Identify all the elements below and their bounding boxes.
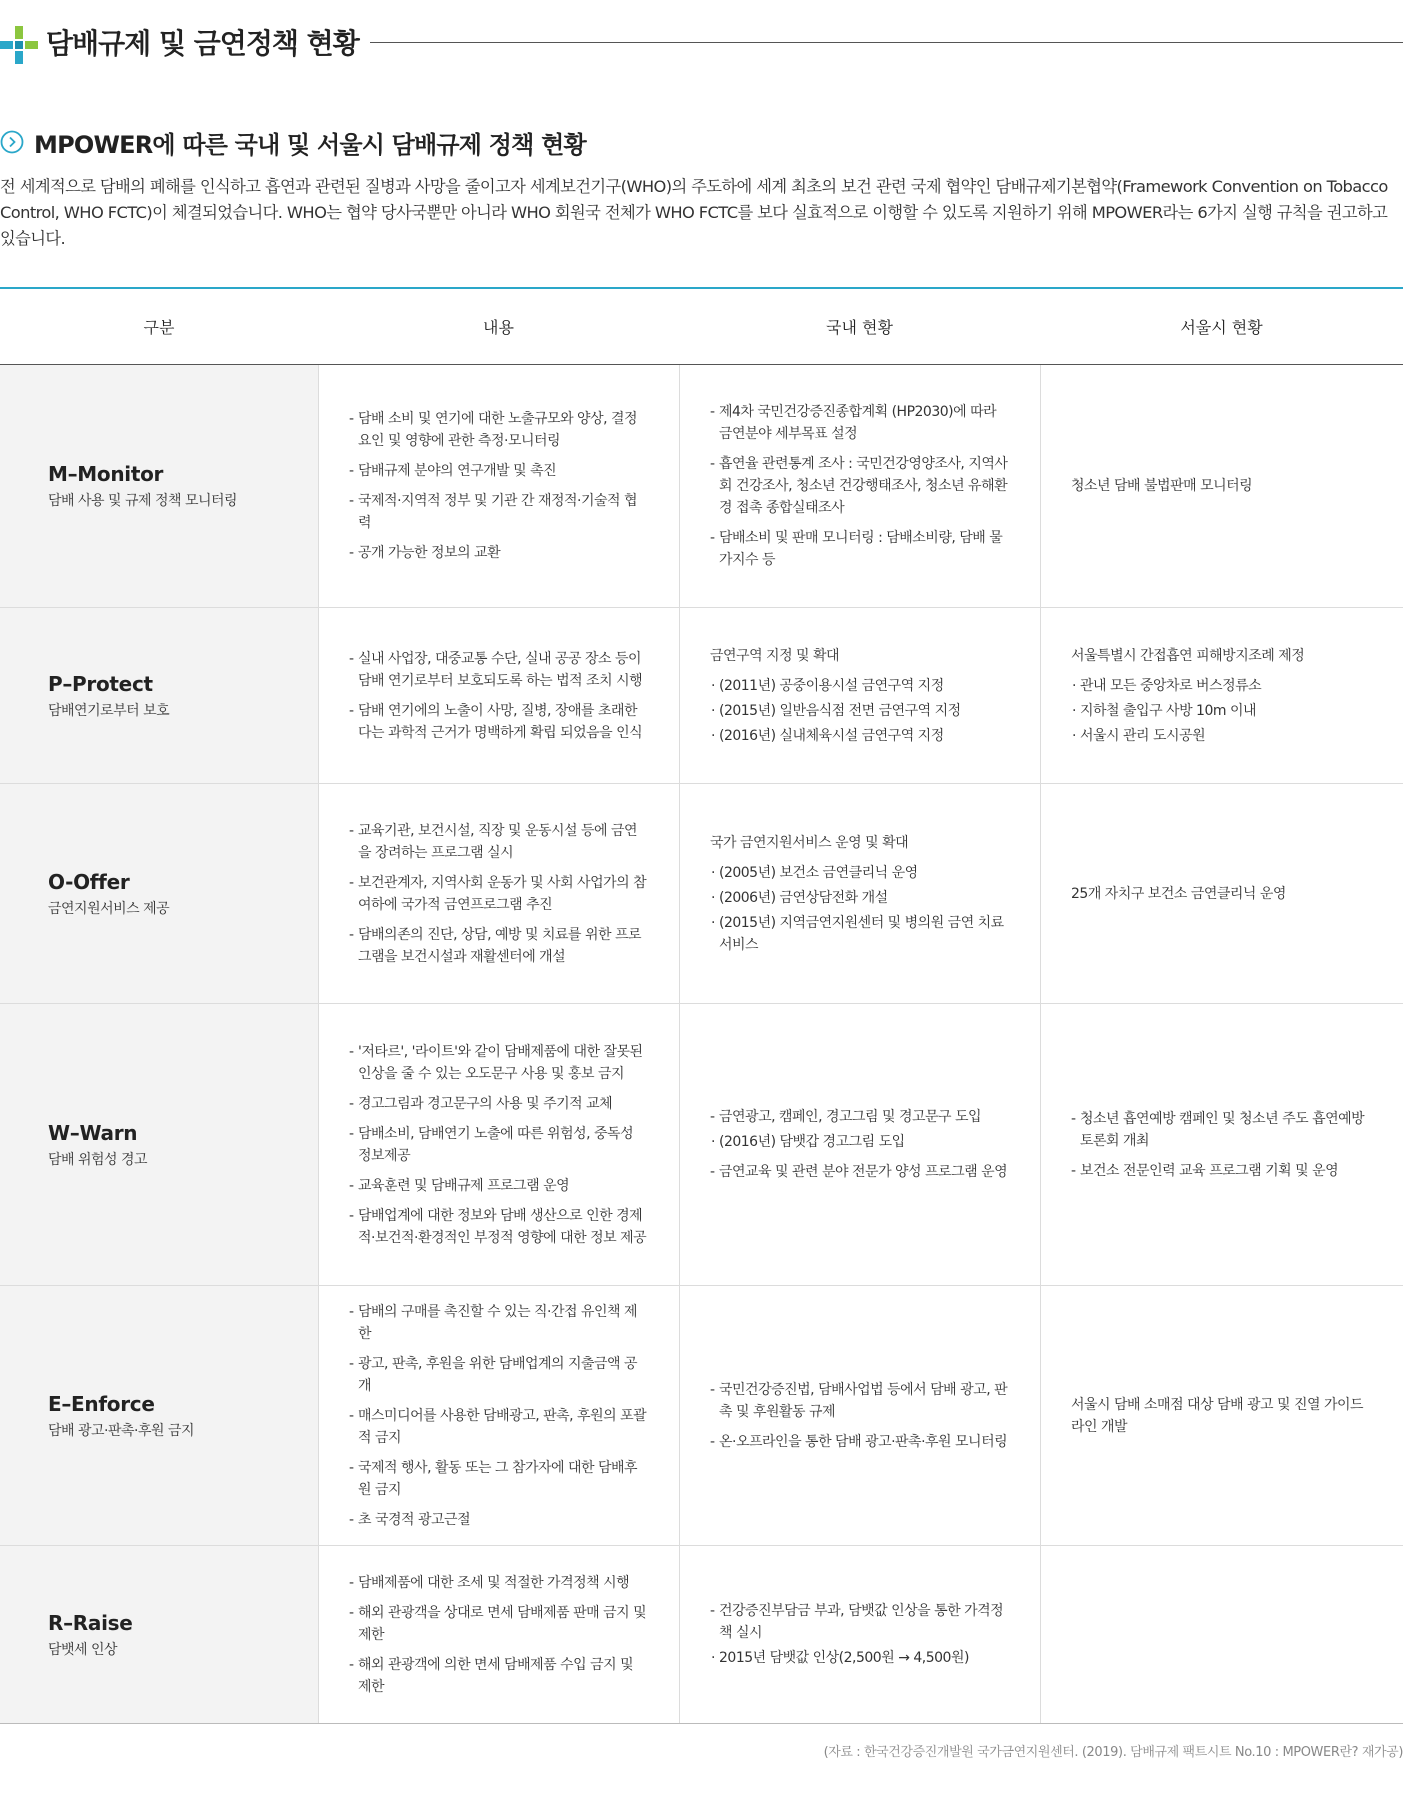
content-cell <box>318 1286 679 1545</box>
mpower-table <box>0 287 1403 1724</box>
content-cell <box>318 784 679 1003</box>
content-cell <box>318 608 679 783</box>
section-title: MPOWER에 따른 국내 및 서울시 담배규제 정책 현황 <box>34 131 586 159</box>
list-item: - 담배제품에 대한 조세 및 적절한 가격정책 시행 <box>349 1572 649 1594</box>
row-title: E–Enforce <box>48 1391 155 1416</box>
intro-paragraph: 전 세계적으로 담배의 폐해를 인식하고 흡연과 관련된 질병과 사망을 줄이고자 세계보건기구(WHO)의 주도하에 세계 최초의 보건 관련 국제 협약인 담배규제기본협약(Framework Convention on Tobacco Control, WHO FCTC)이 체결되었습니다. WHO는 협약 당사국뿐만 아니라 WHO 회원국 전체가 WHO FCTC를 보다 실효적으로 이행할 수 있도록 지원하기 위해 MPOWER라는 6가지 실행 규칙을 권고하고 있습니다. <box>0 177 1388 248</box>
list-item: - 담배 연기에의 노출이 사망, 질병, 장애를 초래한다는 과학적 근거가 명백하게 확립 되었음을 인식 <box>349 700 649 744</box>
list-item: - 교육훈련 및 담배규제 프로그램 운영 <box>349 1175 649 1197</box>
table-row-protect <box>0 608 1403 784</box>
list-item: - 담배의존의 진단, 상담, 예방 및 치료를 위한 프로그램을 보건시설과 재활센터에 개설 <box>349 924 649 968</box>
seoul-cell <box>1040 784 1403 1003</box>
list-item: - 국민건강증진법, 담배사업법 등에서 담배 광고, 판촉 및 후원활동 규제 <box>710 1379 1010 1423</box>
list-item: - 국제적 행사, 활동 또는 그 참가자에 대한 담배후원 금지 <box>349 1457 649 1501</box>
list-item: · (2015년) 일반음식점 전면 금연구역 지정 <box>710 700 1010 722</box>
list-item: - 금연광고, 캠페인, 경고그림 및 경고문구 도입 <box>710 1106 1010 1128</box>
domestic-cell <box>679 1286 1040 1545</box>
content-cell <box>318 365 679 607</box>
header-content: 내용 <box>483 318 514 337</box>
list-item: - 담배 소비 및 연기에 대한 노출규모와 양상, 결정요인 및 영향에 관한 측정·모니터링 <box>349 408 649 452</box>
header-category: 구분 <box>143 318 175 337</box>
list-item: · (2016년) 담뱃갑 경고그림 도입 <box>710 1131 1010 1153</box>
list-item: - 해외 관광객을 상대로 면세 담배제품 판매 금지 및 제한 <box>349 1602 649 1646</box>
list-item: - 실내 사업장, 대중교통 수단, 실내 공공 장소 등이 담배 연기로부터 보호되도록 하는 법적 조치 시행 <box>349 648 649 692</box>
list-heading: 금연구역 지정 및 확대 <box>710 647 840 664</box>
list-item: - 흡연율 관련통계 조사 : 국민건강영양조사, 지역사회 건강조사, 청소년 건강행태조사, 청소년 유해환경 접촉 종합실태조사 <box>710 453 1010 519</box>
domestic-cell <box>679 784 1040 1003</box>
list-item: - 보건소 전문인력 교육 프로그램 기획 및 운영 <box>1071 1160 1373 1182</box>
title-divider <box>370 42 1403 43</box>
list-item: - 담배소비 및 판매 모니터링 : 담배소비량, 담배 물가지수 등 <box>710 527 1010 571</box>
seoul-cell <box>1040 1004 1403 1285</box>
chevron-right-circle-icon <box>0 130 24 154</box>
list-item: - 제4차 국민건강증진종합계획 (HP2030)에 따라 금연분야 세부목표 설정 <box>710 401 1010 445</box>
list-item: - '저타르', '라이트'와 같이 담배제품에 대한 잘못된 인상을 줄 수 있는 오도문구 사용 및 홍보 금지 <box>349 1041 649 1085</box>
list-item: · 서울시 관리 도시공원 <box>1071 725 1373 747</box>
table-row-raise <box>0 1546 1403 1724</box>
list-item: - 매스미디어를 사용한 담배광고, 판촉, 후원의 포괄적 금지 <box>349 1405 649 1449</box>
list-item: · 2015년 담뱃값 인상(2,500원 → 4,500원) <box>710 1647 1010 1669</box>
row-title: R–Raise <box>48 1610 133 1635</box>
seoul-text: 25개 자치구 보건소 금연클리닉 운영 <box>1071 885 1286 902</box>
list-heading: 서울특별시 간접흡연 피해방지조례 제정 <box>1071 647 1305 664</box>
table-row-warn <box>0 1004 1403 1286</box>
list-item: - 담배소비, 담배연기 노출에 따른 위험성, 중독성 정보제공 <box>349 1123 649 1167</box>
row-subtitle: 금연지원서비스 제공 <box>48 900 170 917</box>
seoul-cell <box>1040 365 1403 607</box>
list-item: - 교육기관, 보건시설, 직장 및 운동시설 등에 금연을 장려하는 프로그램 실시 <box>349 820 649 864</box>
list-item: - 금연교육 및 관련 분야 전문가 양성 프로그램 운영 <box>710 1161 1010 1183</box>
content-cell <box>318 1004 679 1285</box>
source-note: (자료 : 한국건강증진개발원 국가금연지원센터. (2019). 담배규제 팩트시트 No.10 : MPOWER란? 재가공) <box>823 1745 1403 1760</box>
row-subtitle: 담배연기로부터 보호 <box>48 702 170 719</box>
row-title: M–Monitor <box>48 462 164 486</box>
seoul-text: 서울시 담배 소매점 대상 담배 광고 및 진열 가이드라인 개발 <box>1071 1396 1364 1435</box>
list-item: · (2006년) 금연상담전화 개설 <box>710 887 1010 909</box>
row-subtitle: 담뱃세 인상 <box>48 1641 118 1658</box>
row-subtitle: 담배 사용 및 규제 정책 모니터링 <box>48 493 238 509</box>
list-item: - 온·오프라인을 통한 담배 광고·판촉·후원 모니터링 <box>710 1431 1010 1453</box>
row-title: O-Offer <box>48 869 130 894</box>
row-title: P–Protect <box>48 671 153 696</box>
list-item: - 공개 가능한 정보의 교환 <box>349 542 649 564</box>
seoul-cell <box>1040 608 1403 783</box>
table-row-enforce <box>0 1286 1403 1546</box>
row-subtitle: 담배 위험성 경고 <box>48 1151 148 1168</box>
list-item: - 청소년 흡연예방 캠페인 및 청소년 주도 흡연예방 토론회 개최 <box>1071 1108 1373 1152</box>
table-header <box>0 289 1403 365</box>
row-subtitle: 담배 광고·판촉·후원 금지 <box>48 1422 195 1439</box>
seoul-cell <box>1040 1546 1403 1723</box>
content-cell <box>318 1546 679 1723</box>
table-row-offer <box>0 784 1403 1004</box>
list-item: - 보건관계자, 지역사회 운동가 및 사회 사업가의 참여하에 국가적 금연프로그램 추진 <box>349 872 649 916</box>
list-item: · (2015년) 지역금연지원센터 및 병의원 금연 치료 서비스 <box>710 912 1010 956</box>
list-item: · (2011년) 공중이용시설 금연구역 지정 <box>710 675 1010 697</box>
list-item: · (2005년) 보건소 금연클리닉 운영 <box>710 862 1010 884</box>
list-item: - 초 국경적 광고근절 <box>349 1509 649 1531</box>
list-item: - 광고, 판촉, 후원을 위한 담배업계의 지출금액 공개 <box>349 1353 649 1397</box>
list-heading: 국가 금연지원서비스 운영 및 확대 <box>710 834 909 851</box>
page-title: 담배규제 및 금연정책 현황 <box>46 27 359 60</box>
list-item: · (2016년) 실내체육시설 금연구역 지정 <box>710 725 1010 747</box>
seoul-text: 청소년 담배 불법판매 모니터링 <box>1071 478 1253 494</box>
domestic-cell <box>679 608 1040 783</box>
table-row-monitor <box>0 365 1403 608</box>
list-item: - 담배규제 분야의 연구개발 및 촉진 <box>349 460 649 482</box>
row-title: W–Warn <box>48 1120 138 1145</box>
list-item: - 해외 관광객에 의한 면세 담배제품 수입 금지 및 제한 <box>349 1654 649 1698</box>
seoul-cell <box>1040 1286 1403 1545</box>
list-item: - 경고그림과 경고문구의 사용 및 주기적 교체 <box>349 1093 649 1115</box>
header-domestic: 국내 현황 <box>826 318 893 337</box>
page-header <box>0 18 1403 66</box>
domestic-cell <box>679 1546 1040 1723</box>
header-seoul: 서울시 현황 <box>1180 318 1263 337</box>
list-item: - 담배의 구매를 촉진할 수 있는 직·간접 유인책 제한 <box>349 1301 649 1345</box>
list-item: - 담배업계에 대한 정보와 담배 생산으로 인한 경제적·보건적·환경적인 부정적 영향에 대한 정보 제공 <box>349 1205 649 1249</box>
cross-logo-icon <box>0 26 38 64</box>
domestic-cell <box>679 365 1040 607</box>
list-item: - 국제적·지역적 정부 및 기관 간 재정적·기술적 협력 <box>349 490 649 534</box>
domestic-cell <box>679 1004 1040 1285</box>
list-item: · 지하철 출입구 사방 10m 이내 <box>1071 700 1373 722</box>
list-item: · 관내 모든 중앙차로 버스정류소 <box>1071 675 1373 697</box>
list-item: - 건강증진부담금 부과, 담뱃값 인상을 통한 가격정책 실시 <box>710 1600 1010 1644</box>
